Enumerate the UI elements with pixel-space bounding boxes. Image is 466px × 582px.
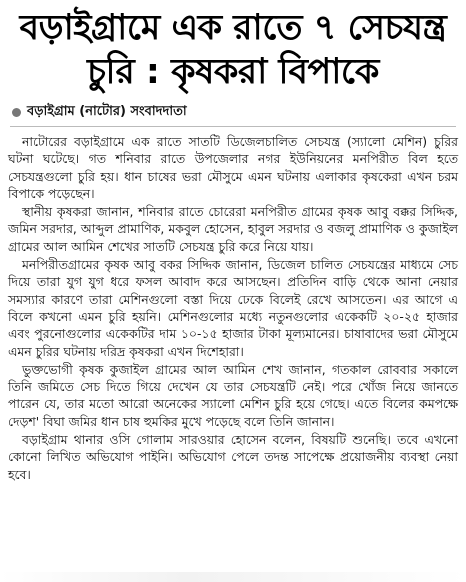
paragraph: বড়াইগ্রাম থানার ওসি গোলাম সারওয়ার হোসেন বলেন, বিষয়টি শুনেছি। তবে এখনো কোনো লিখিত অভিযোগ পাইনি। অভিযোগ পেলে তদন্ত সাপেক্ষে প্রয়োজনীয় ব্যবস্থা নেয়া হবে। xyxy=(8,432,458,482)
headline xyxy=(0,0,466,94)
headline-line-1: বড়াইগ্রামে এক রাতে ৭ সেচযন্ত্র xyxy=(19,8,447,48)
paragraph: নাটোরের বড়াইগ্রামে এক রাতে সাতটি ডিজেলচালিত সেচযন্ত্র (স্যালো মেশিন) চুরির ঘটনা ঘটেছে। গত শনিবার রাতে উপজেলার নগর ইউনিয়নের মনপিরীত বিল হতে সেচযন্ত্রগুলো চুরি হয়। ধান চাষের ভরা মৌসুমে এমন ঘটনায় এলাকার কৃষকেরা এখন চরম বিপাকে পড়েছেন। xyxy=(8,134,458,201)
paragraph: মনপিরীতগ্রামের কৃষক আবু বকর সিদ্দিক জানান, ডিজেল চালিত সেচযন্ত্রের মাধ্যমে সেচ দিয়ে তারা যুগ যুগ ধরে ফসল আবাদ করে আসছেন। প্রতিদিন বাড়ি থেকে আনা নেয়ার সমস্যার কারণে তারা মেশিনগুলো বস্তা দিয়ে ঢেকে বিলেই রেখে আসতেন। এর আগে এ বিলে কখনো এমন চুরি হয়নি। মেশিনগুলোর মধ্যে নতুনগুলোর একেকটি ২০-২৫ হাজার এবং পুরনোগুলোর একেকটির দাম ১০-১৫ হাজার টাকা মূল্যমানের। চাষাবাদের ভরা মৌসুমে এমন চুরির ঘটনায় দরিদ্র কৃষকরা এখন দিশেহারা। xyxy=(8,257,458,359)
clipping-edge xyxy=(0,572,466,582)
dateline xyxy=(12,102,466,122)
article-body xyxy=(0,127,466,483)
paragraph: স্থানীয় কৃষকরা জানান, শনিবার রাতে চোরেরা মনপিরীত গ্রামের কৃষক আবু বক্কর সিদ্দিক, জমিন সরদার, আব্দুল প্রামাণিক, মকবুল হোসেন, হাবুল সরদার ও বজলু প্রামাণিক ও কুজাইল গ্রামের আল আমিন শেখের সাতটি সেচযন্ত্র চুরি করে নিয়ে যায়। xyxy=(8,204,458,254)
bullet-icon xyxy=(12,108,21,117)
paragraph: ভুক্তভোগী কৃষক কুজাইল গ্রামের আল আমিন শেখ জানান, গতকাল রোববার সকালে তিনি জমিতে সেচ দিতে গিয়ে দেখেন যে তার সেচযন্ত্রটি নেই। পরে খোঁজ নিয়ে জানতে পারেন যে, তার মতো আরো অনেকের স্যালো মেশিন চুরি হয়ে গেছে। এতে বিলের কমপক্ষে দেড়শ' বিঘা জমির ধান চাষ হুমকির মুখে পড়েছে বলে তিনি জানান। xyxy=(8,361,458,429)
dateline-text: বড়াইগ্রাম (নাটোর) সংবাদদাতা xyxy=(27,103,187,119)
headline-line-2: চুরি : কৃষকরা বিপাকে xyxy=(87,52,379,92)
